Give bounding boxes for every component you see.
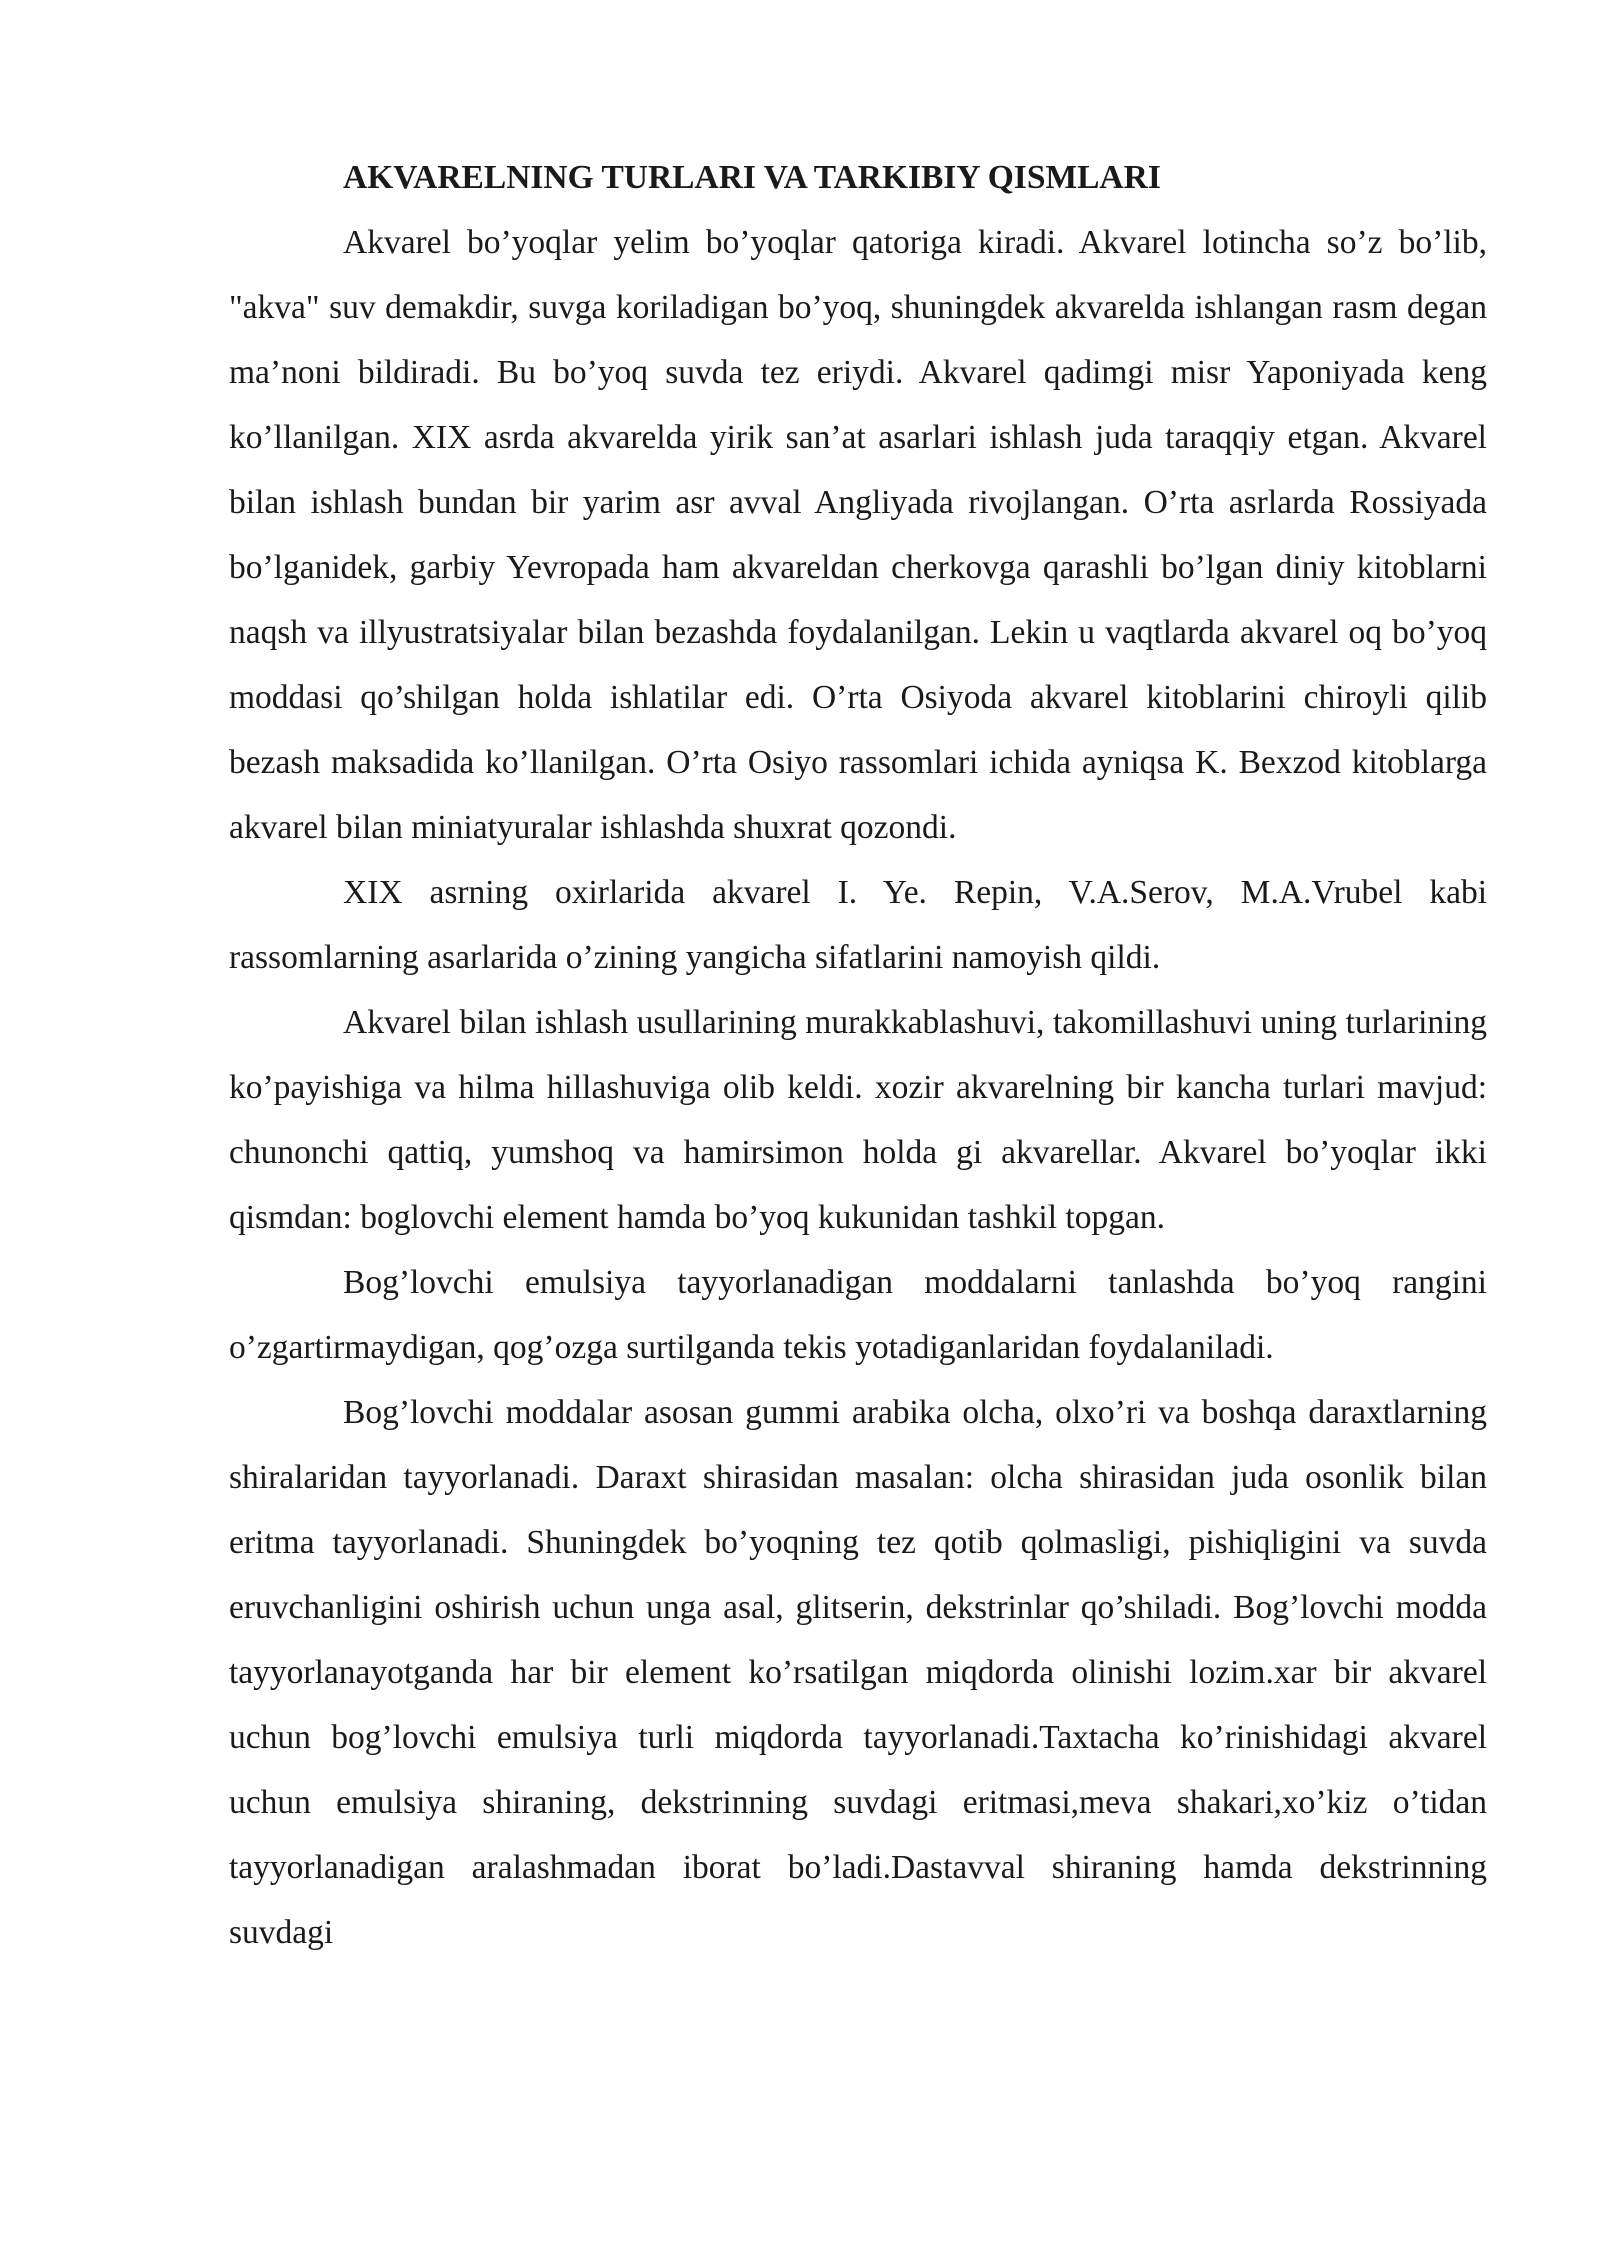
document-body bbox=[229, 145, 1487, 1965]
paragraph-binding-substances: Bog’lovchi moddalar asosan gummi arabika olcha, olxo’ri va boshqa daraxtlarning shiralaridan tayyorlanadi. Daraxt shirasidan masalan: olcha shirasidan juda osonlik bilan eritma tayyorlanadi. Shuningdek bo’yoqning tez qotib qolmasligi, pishiqligini va suvda eruvchanligini oshirish uchun unga asal, glitserin, dekstrinlar qo’shiladi. Bog’lovchi modda tayyorlanayotganda har bir element ko’rsatilgan miqdorda olinishi lozim.xar bir akvarel uchun bog’lovchi emulsiya turli miqdorda tayyorlanadi.Taxtacha ko’rinishidagi akvarel uchun emulsiya shiraning, dekstrinning suvdagi eritmasi,meva shakari,xo’kiz o’tidan tayyorlanadigan aralashmadan iborat bo’ladi.Dastavval shiraning hamda dekstrinning suvdagi bbox=[229, 1394, 1487, 1951]
document-title: AKVARELNING TURLARI VA TARKIBIY QISMLARI bbox=[343, 159, 1161, 196]
paragraph-history: Akvarel bo’yoqlar yelim bo’yoqlar qatoriga kiradi. Akvarel lotincha so’z bo’lib, "akva" suv demakdir, suvga koriladigan bo’yoq, shuningdek akvarelda ishlangan rasm degan ma’noni bildiradi. Bu bo’yoq suvda tez eriydi. Akvarel qadimgi misr Yaponiyada keng ko’llanilgan. XIX asrda akvarelda yirik san’at asarlari ishlash juda taraqqiy etgan. Akvarel bilan ishlash bundan bir yarim asr avval Angliyada rivojlangan. O’rta asrlarda Rossiyada bo’lganidek, garbiy Yevropada ham akvareldan cherkovga qarashli bo’lgan diniy kitoblarni naqsh va illyustratsiyalar bilan bezashda foydalanilgan. Lekin u vaqtlarda akvarel oq bo’yoq moddasi qo’shilgan holda ishlatilar edi. O’rta Osiyoda akvarel kitoblarini chiroyli qilib bezash maksadida ko’llanilgan. O’rta Osiyo rassomlari ichida ayniqsa K. Bexzod kitoblarga akvarel bilan miniatyuralar ishlashda shuxrat qozondi. bbox=[229, 224, 1487, 846]
paragraph-binding-emulsion: Bog’lovchi emulsiya tayyorlanadigan moddalarni tanlashda bo’yoq rangini o’zgartirmaydigan, qog’ozga surtilganda tekis yotadiganlaridan foydalaniladi. bbox=[229, 1264, 1487, 1366]
paragraph-19th-century: XIX asrning oxirlarida akvarel I. Ye. Repin, V.A.Serov, M.A.Vrubel kabi rassomlarning asarlarida o’zining yangicha sifatlarini namoyish qildi. bbox=[229, 874, 1487, 976]
paragraph-types: Akvarel bilan ishlash usullarining murakkablashuvi, takomillashuvi uning turlarining ko’payishiga va hilma hillashuviga olib keldi. xozir akvarelning bir kancha turlari mavjud: chunonchi qattiq, yumshoq va hamirsimon holda gi akvarellar. Akvarel bo’yoqlar ikki qismdan: boglovchi element hamda bo’yoq kukunidan tashkil topgan. bbox=[229, 1004, 1487, 1236]
